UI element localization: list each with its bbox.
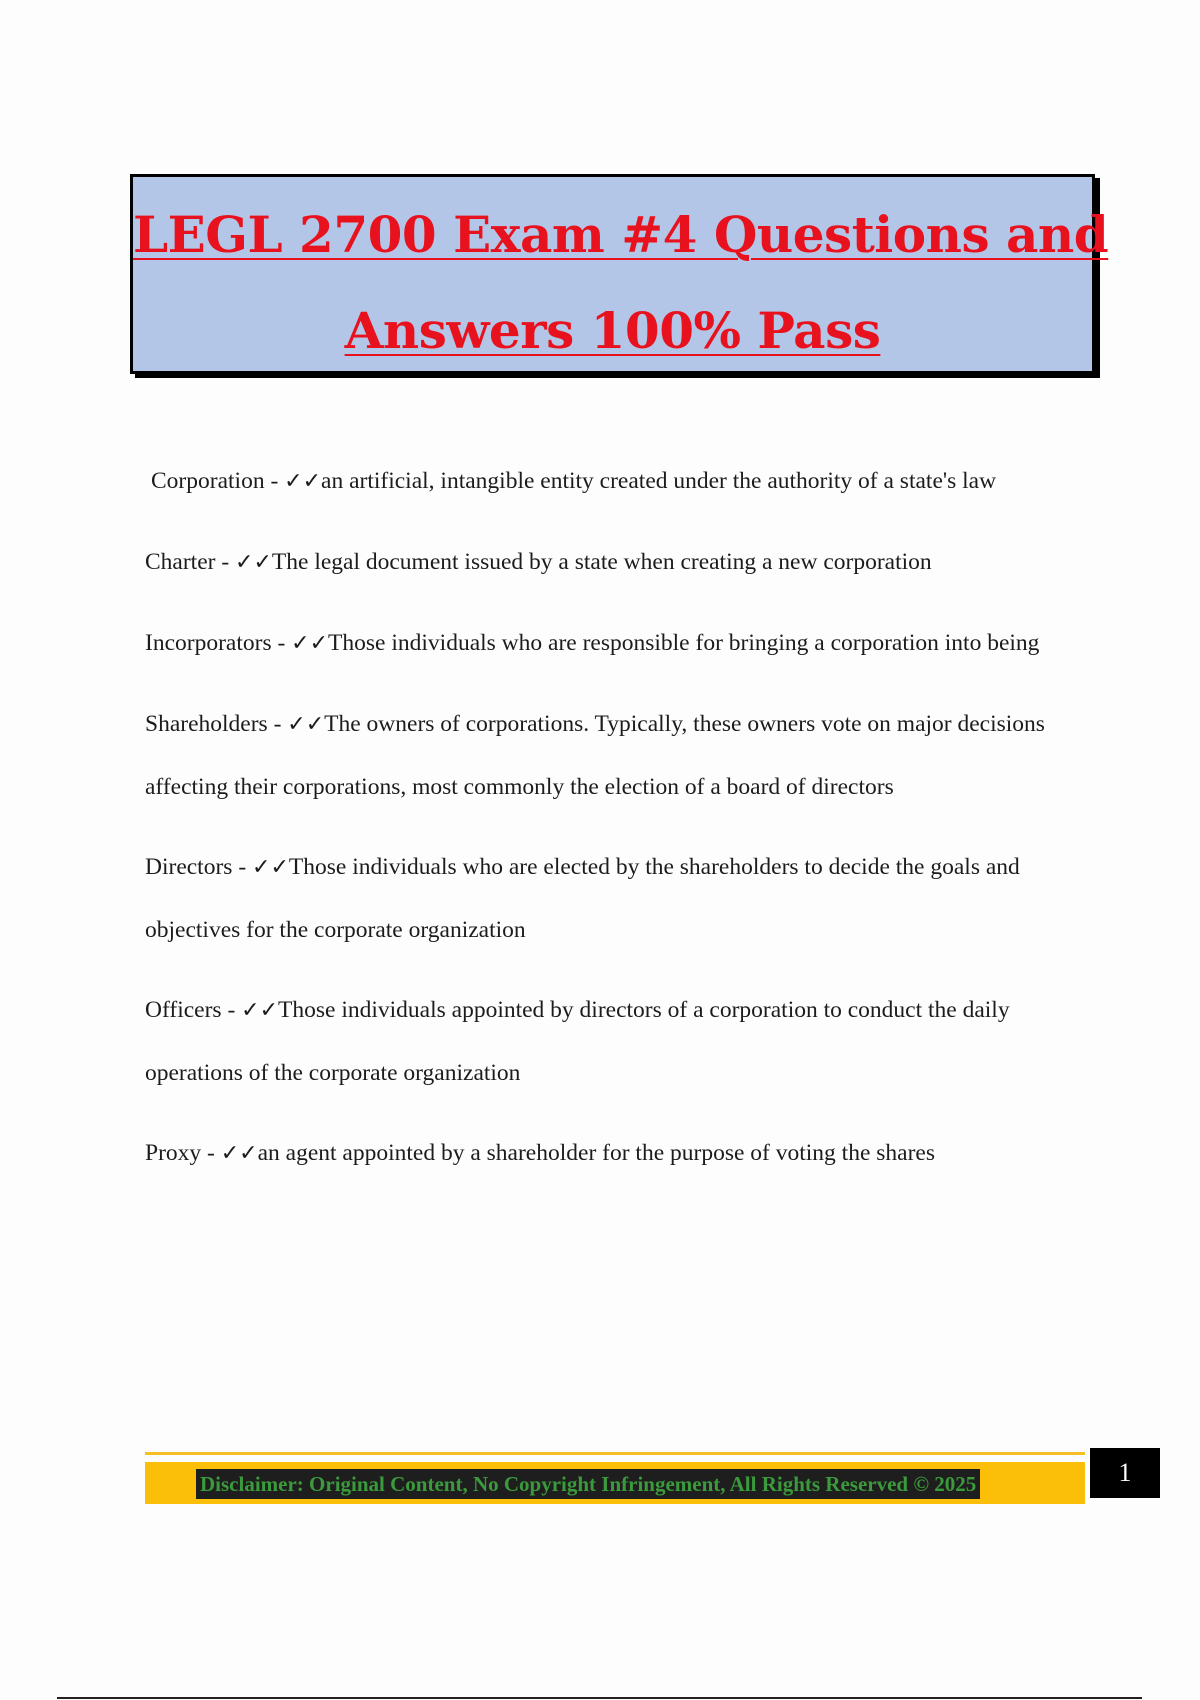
qa-term: Directors [145, 854, 233, 880]
qa-entry [145, 836, 1095, 961]
check-mark-icon: ✓✓ [284, 469, 322, 494]
page-number: 1 [1090, 1448, 1160, 1498]
qa-separator: - [271, 630, 292, 656]
check-mark-icon: ✓✓ [235, 550, 272, 575]
qa-separator: - [201, 1140, 221, 1166]
qa-definition: The owners of corporations. Typically, these owners vote on major decisions affecting their corporations, most commonly the election of a board of directors [145, 711, 1045, 800]
title-box [130, 174, 1109, 374]
qa-separator: - [264, 468, 285, 494]
qa-separator: - [215, 549, 236, 575]
check-mark-icon: ✓✓ [220, 1141, 258, 1166]
footer-disclaimer: Disclaimer: Original Content, No Copyright Infringement, All Rights Reserved © 2025 [196, 1469, 980, 1499]
qa-term: Proxy [145, 1140, 202, 1166]
qa-definition: Those individuals appointed by directors of a corporation to conduct the daily operations of the corporate organization [145, 997, 1010, 1086]
qa-definition: Those individuals who are elected by the shareholders to decide the goals and objectives for the corporate organization [145, 854, 1020, 943]
qa-separator: - [221, 997, 242, 1023]
qa-definition: Those individuals who are responsible for bringing a corporation into being [328, 630, 1040, 656]
title-line-2: Answers 100% Pass [344, 301, 881, 360]
check-mark-icon: ✓✓ [241, 998, 279, 1023]
qa-term: Corporation [151, 468, 265, 494]
qa-term: Officers [145, 997, 222, 1023]
qa-entry [145, 531, 1095, 594]
title-line-1: LEGL 2700 Exam #4 Questions and [133, 205, 1109, 264]
qa-term: Charter [145, 549, 216, 575]
qa-entry [145, 450, 1095, 513]
qa-definition: an artificial, intangible entity created under the authority of a state's law [321, 468, 997, 494]
page-bottom-divider [57, 1697, 1142, 1699]
qa-term: Incorporators [145, 630, 272, 656]
qa-entry [145, 693, 1095, 818]
qa-separator: - [267, 711, 288, 737]
footer-divider [145, 1452, 1085, 1455]
check-mark-icon: ✓✓ [287, 712, 325, 737]
qa-list [145, 450, 1095, 1203]
check-mark-icon: ✓✓ [291, 631, 329, 656]
qa-definition: an agent appointed by a shareholder for the purpose of voting the shares [257, 1140, 935, 1166]
check-mark-icon: ✓✓ [252, 855, 289, 880]
qa-entry [145, 1122, 1095, 1185]
qa-entry [145, 979, 1095, 1104]
qa-entry [145, 612, 1095, 675]
qa-term: Shareholders [145, 711, 268, 737]
qa-separator: - [232, 854, 253, 880]
qa-definition: The legal document issued by a state when creating a new corporation [271, 549, 932, 575]
